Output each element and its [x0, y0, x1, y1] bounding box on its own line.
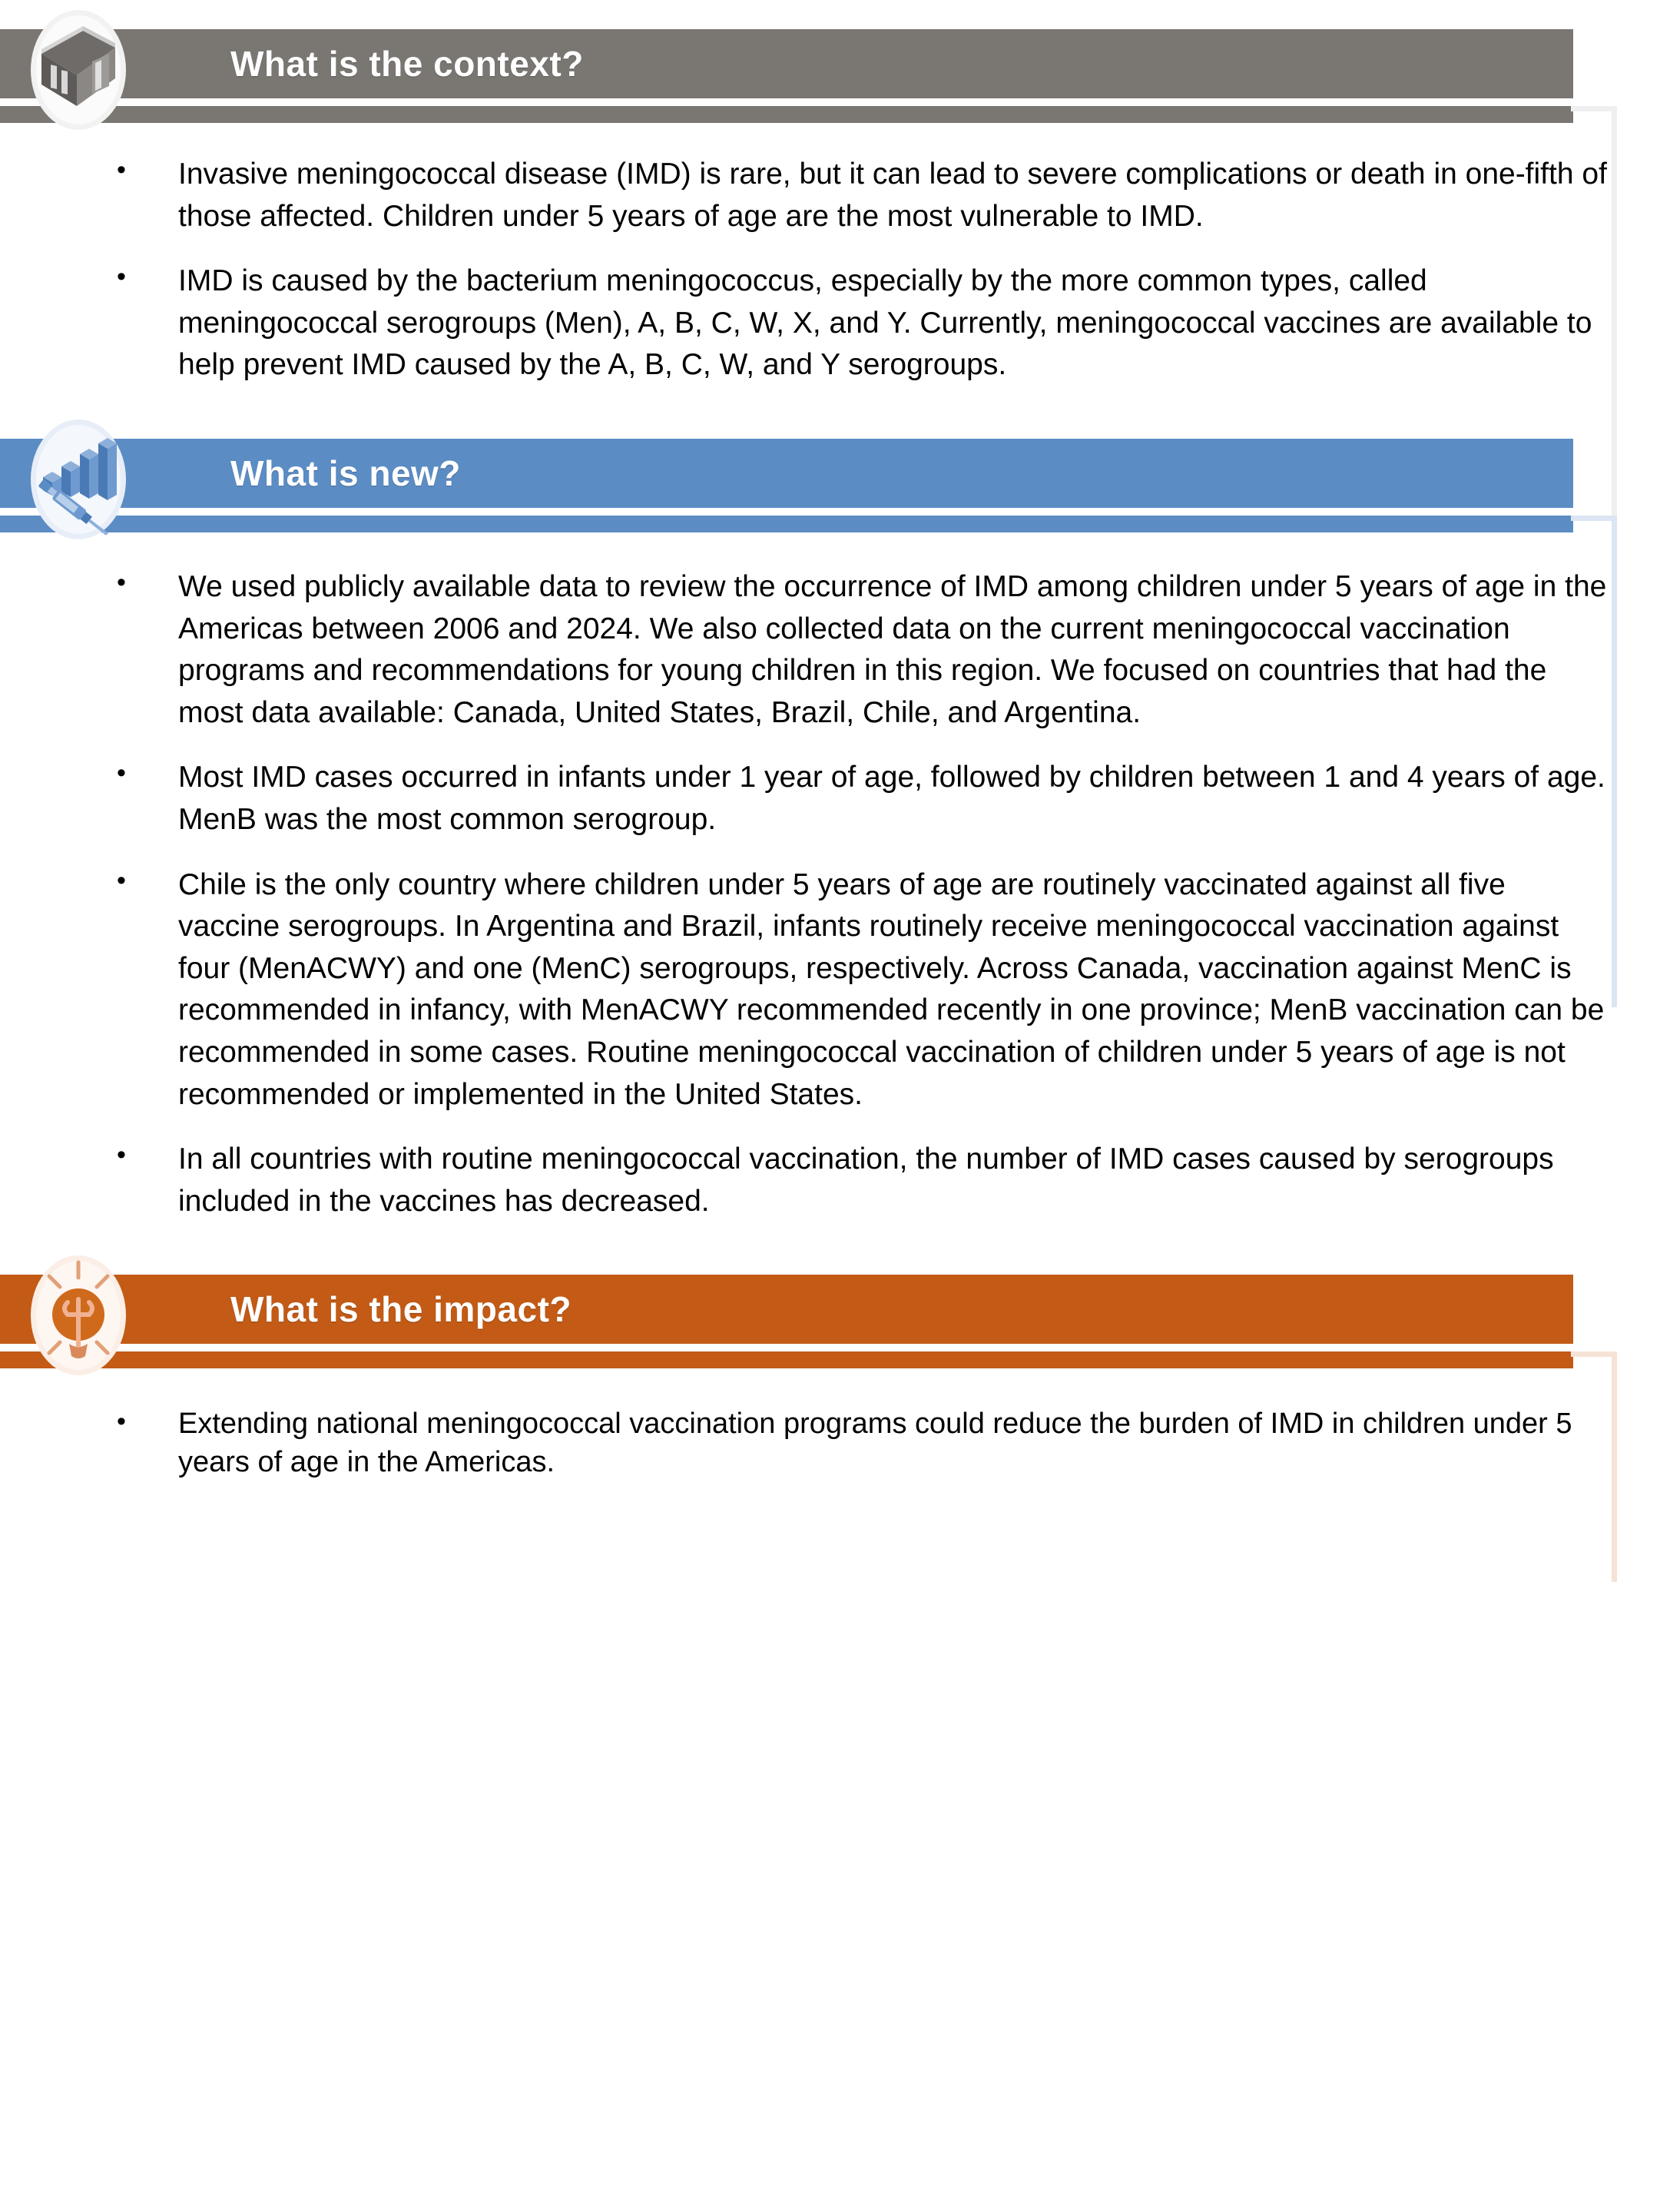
list-item: • Extending national meningococcal vaccination programs could reduce the burden of IMD in children under 5 years of age in the Americas. [0, 1405, 1660, 1481]
list-item: • Most IMD cases occurred in infants under 1 year of age, followed by children between 1 and 4 years of age. MenB was the most common serogroup. [0, 757, 1660, 841]
section-impact-header-accent-bar [0, 1351, 1573, 1368]
bar-chart-syringe-icon [22, 416, 135, 543]
list-item: • We used publicly available data to review the occurrence of IMD among children under 5 years of age in the Americas between 2006 and 2024. We also collected data on the current meningococcal vaccination programs and recommendations for young children in this region. We focused on countries that had the most data available: Canada, United States, Brazil, Chile, and Argentina. [0, 566, 1660, 734]
section-impact-header [0, 1245, 1660, 1368]
book-icon [22, 6, 135, 134]
section-new-body [0, 532, 1660, 1222]
list-item: • Chile is the only country where children under 5 years of age are routinely vaccinated against all five vaccine serogroups. In Argentina and Brazil, infants routinely receive meningococcal vaccination against four (MenACWY) and one (MenC) serogroups, respectively. Across Canada, vaccination against MenC is recommended in infancy, with MenACWY recommended recently in one province; MenB vaccination can be recommended in some cases. Routine meningococcal vaccination of children under 5 years of age is not recommended or implemented in the United States. [0, 864, 1660, 1116]
section-new-header-accent-bar [0, 516, 1573, 532]
section-new-header [0, 410, 1660, 532]
section-impact [0, 1245, 1660, 1481]
context-bullet-list [0, 154, 1660, 386]
section-impact-body [0, 1368, 1660, 1481]
section-new [0, 410, 1660, 1222]
list-item: • Invasive meningococcal disease (IMD) is rare, but it can lead to severe complications or death in one-fifth of those affected. Children under 5 years of age are the most vulnerable to IMD. [0, 154, 1660, 237]
section-context-header [0, 0, 1660, 123]
impact-bullet-list [0, 1405, 1660, 1481]
lightbulb-icon [22, 1252, 135, 1379]
section-new-title: What is new? [230, 453, 461, 493]
list-item: • In all countries with routine meningococcal vaccination, the number of IMD cases caused by serogroups included in the vaccines has decreased. [0, 1139, 1660, 1222]
section-impact-title: What is the impact? [230, 1289, 572, 1330]
section-context-title: What is the context? [230, 44, 584, 84]
list-item: • IMD is caused by the bacterium meningococcus, especially by the more common types, called meningococcal serogroups (Men), A, B, C, W, X, and Y. Currently, meningococcal vaccines are available to help prevent IMD caused by the A, B, C, W, and Y serogroups. [0, 260, 1660, 386]
section-context [0, 0, 1660, 386]
section-context-body [0, 123, 1660, 386]
new-bullet-list [0, 566, 1660, 1222]
section-context-header-accent-bar [0, 106, 1573, 123]
